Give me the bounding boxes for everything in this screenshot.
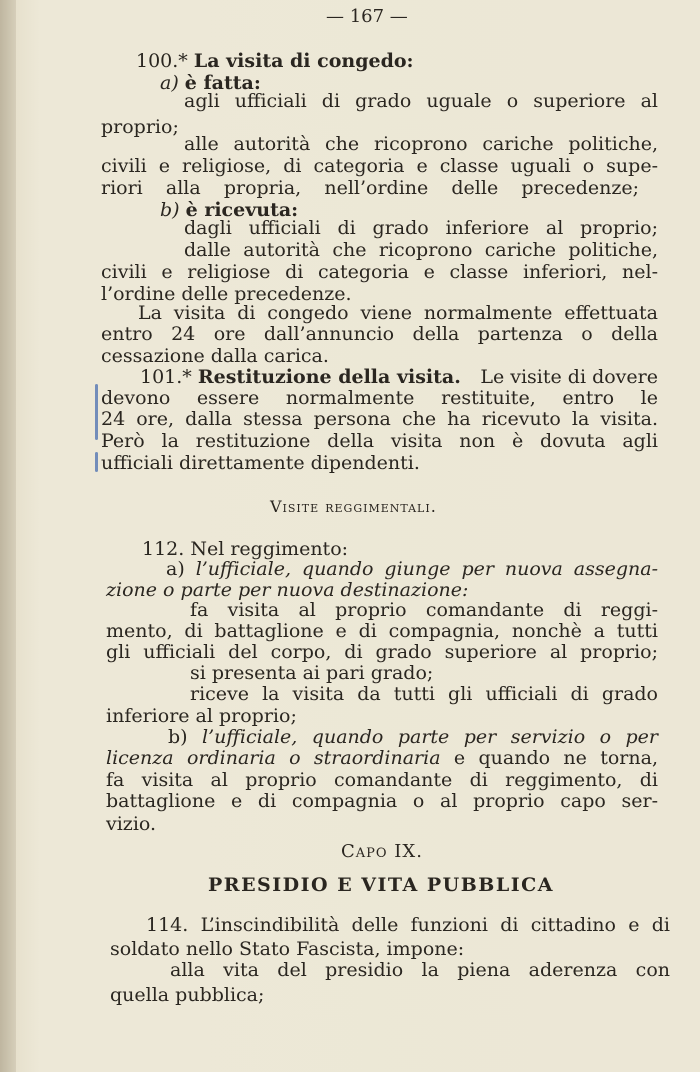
text-line: civili e religiose, di categoria e classe uguali o supe- [101, 155, 658, 177]
text-line: quella pubblica; [110, 984, 265, 1006]
text-line: 24 ore, dalla stessa persona che ha ricevuto la visita. [101, 408, 658, 430]
text-line: vizio. [106, 813, 157, 835]
text-line: civili e religiose di categoria e classe inferiori, nel- [101, 261, 658, 283]
article-101-heading: 101.* Restituzione della visita. Le visite di dovere [140, 366, 658, 388]
text-line: l’ordine delle precedenze. [101, 283, 352, 305]
text-line: zione o parte per nuova destinazione: [106, 579, 469, 601]
clause-a: a) è fatta: [160, 72, 261, 94]
text-line: entro 24 ore dall’annuncio della partenza o della [101, 323, 658, 345]
section-heading: Visite reggimentali. [270, 497, 437, 516]
text-line: si presenta ai pari grado; [190, 662, 434, 684]
text-line: licenza ordinaria o straordinaria e quando ne torna, [106, 747, 658, 769]
text-line: battaglione e di compagnia o al proprio capo ser- [106, 790, 658, 812]
text-line: Però la restituzione della visita non è dovuta agli [101, 430, 658, 452]
chapter-label: Capo IX. [341, 841, 423, 862]
text-line: ufficiali direttamente dipendenti. [101, 452, 420, 474]
article-112-heading: 112. Nel reggimento: [142, 538, 349, 560]
text-line: La visita di congedo viene normalmente effettuata [138, 302, 658, 324]
text-line: mento, di battaglione e di compagnia, nonchè a tutti [106, 620, 658, 642]
text-line: riori alla propria, nell’ordine delle precedenze; [101, 177, 639, 199]
page-gutter [0, 0, 16, 1072]
text-line: inferiore al proprio; [106, 705, 297, 727]
clause-b: b) è ricevuta: [160, 199, 299, 221]
text-line: cessazione dalla carica. [101, 345, 329, 367]
text-line: gli ufficiali del corpo, di grado superiore al proprio; [106, 641, 658, 663]
text-line: fa visita al proprio comandante di reggimento, di [106, 769, 658, 791]
text-line: agli ufficiali di grado uguale o superiore al [184, 90, 658, 112]
pencil-mark [95, 384, 98, 440]
text-line: alle autorità che ricoprono cariche politiche, [184, 133, 658, 155]
chapter-title: PRESIDIO E VITA PUBBLICA [208, 874, 554, 896]
pencil-mark [95, 452, 98, 472]
text-line: riceve la visita da tutti gli ufficiali di grado [190, 683, 658, 705]
text-line: alla vita del presidio la piena aderenza con [170, 959, 670, 981]
text-line: fa visita al proprio comandante di reggi- [190, 599, 658, 621]
text-line: b) l’ufficiale, quando parte per servizio o per [168, 726, 658, 748]
text-line: dalle autorità che ricoprono cariche politiche, [184, 239, 658, 261]
text-line: soldato nello Stato Fascista, impone: [110, 938, 465, 960]
text-line: devono essere normalmente restituite, entro le [101, 387, 658, 409]
text-line: 114. L’inscindibilità delle funzioni di cittadino e di [146, 914, 670, 936]
text-line: dagli ufficiali di grado inferiore al proprio; [184, 217, 658, 239]
text-line: proprio; [101, 116, 179, 138]
page-number: — 167 — [326, 6, 408, 27]
article-100-heading: 100.* La visita di congedo: [136, 50, 414, 72]
text-line: a) l’ufficiale, quando giunge per nuova assegna- [166, 558, 658, 580]
